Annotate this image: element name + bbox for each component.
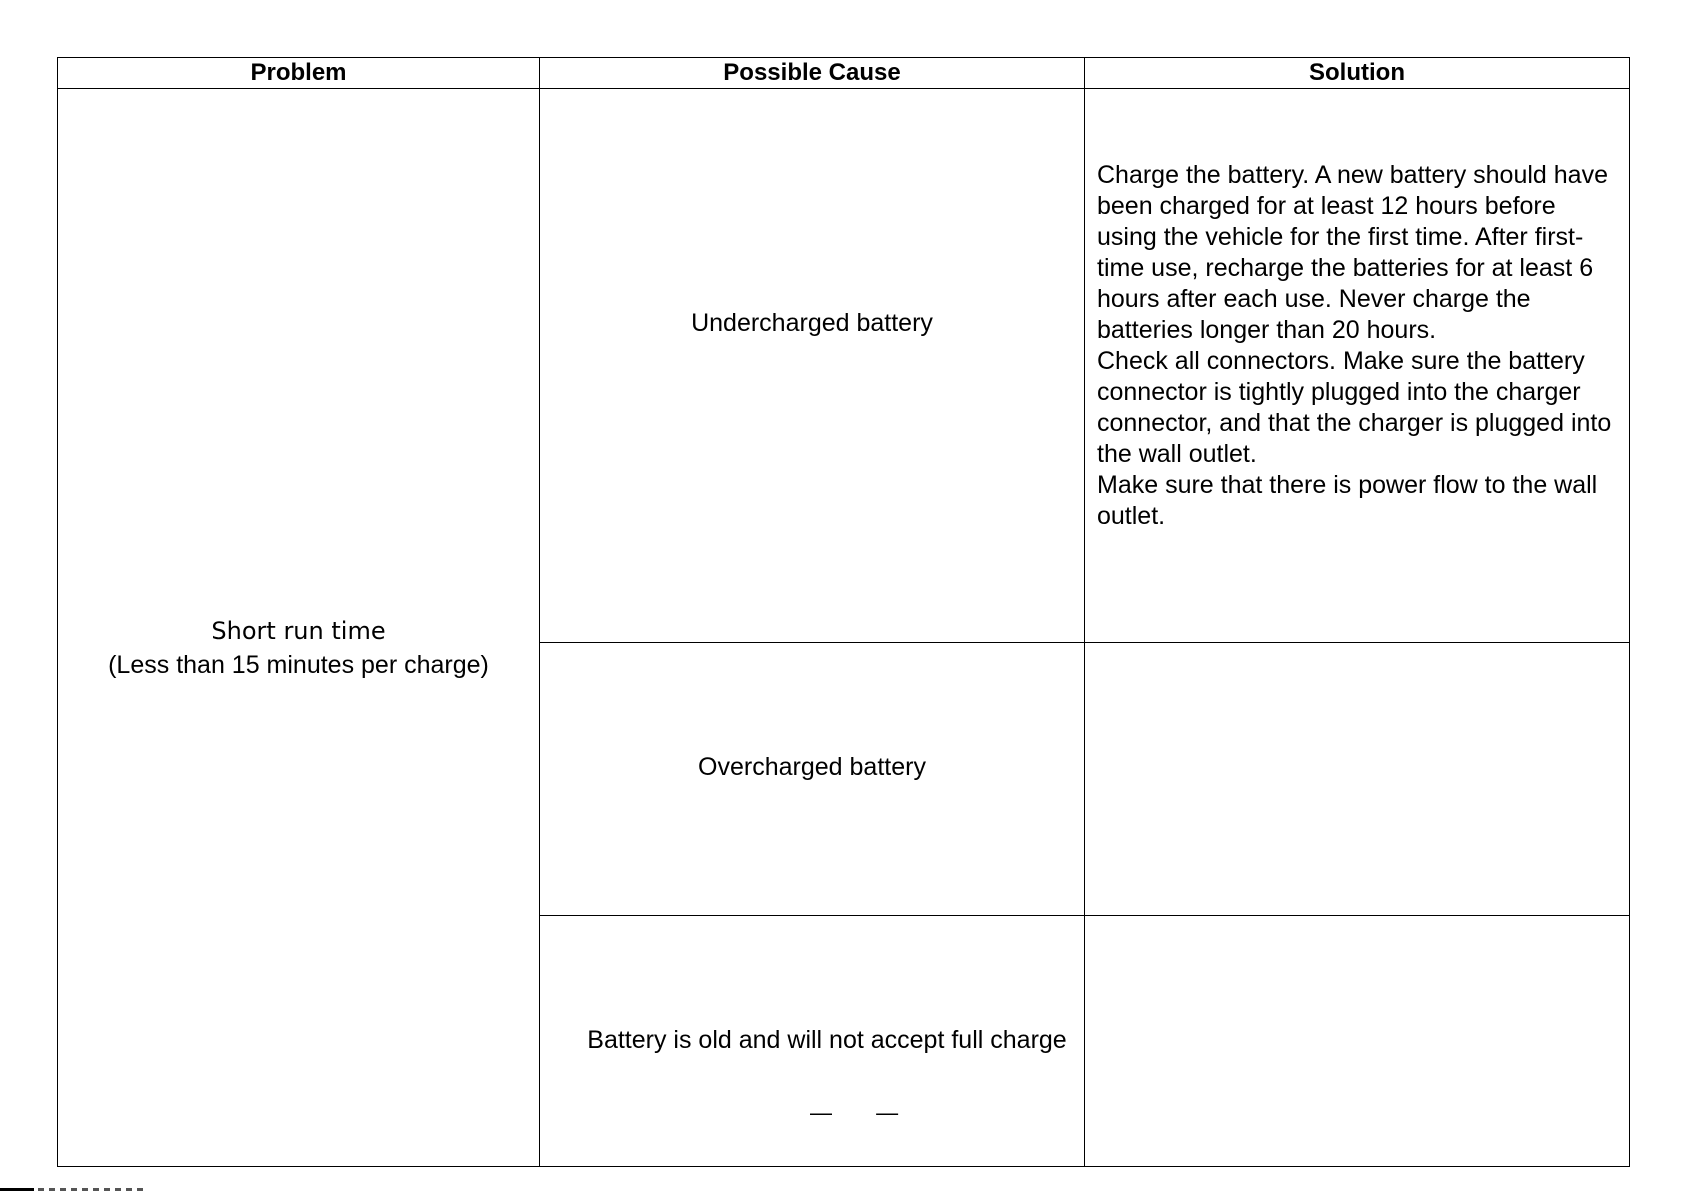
problem-cell [58, 89, 540, 1167]
header-solution: Solution [1085, 58, 1630, 89]
solution-cell-empty [1085, 916, 1630, 1167]
footer-dash: — [810, 1100, 832, 1125]
cause-cell: Battery is old and will not accept full charge [540, 916, 1085, 1167]
header-possible-cause: Possible Cause [540, 58, 1085, 89]
corner-bar [0, 1188, 34, 1191]
table-row [58, 89, 1630, 643]
cause-cell: Overcharged battery [540, 643, 1085, 916]
troubleshooting-table [57, 57, 1630, 1167]
footer-dash: — [876, 1100, 899, 1125]
cause-cell: Undercharged battery [540, 89, 1085, 643]
scan-corner-mark [0, 1188, 150, 1192]
solution-paragraph: Make sure that there is power flow to the wall outlet. [1097, 470, 1598, 530]
table-header-row [58, 58, 1630, 89]
solution-paragraph: Charge the battery. A new battery should have been charged for at least 12 hours before using the vehicle for the first time. After first-time use, recharge the batteries for at least 6 hours after each use. Never charge the batteries longer than 20 hours. [1097, 160, 1608, 344]
solution-paragraph: Check all connectors. Make sure the battery connector is tightly plugged into the charger connector, and that the charger is plugged into the wall outlet. [1097, 346, 1612, 468]
solution-cell [1085, 89, 1630, 643]
problem-title: Short run time [211, 616, 386, 645]
corner-dots [38, 1188, 148, 1191]
solution-cell-empty [1085, 643, 1630, 916]
header-problem: Problem [58, 58, 540, 89]
problem-subtitle: (Less than 15 minutes per charge) [108, 650, 489, 679]
page-footer-marks [810, 1100, 936, 1126]
